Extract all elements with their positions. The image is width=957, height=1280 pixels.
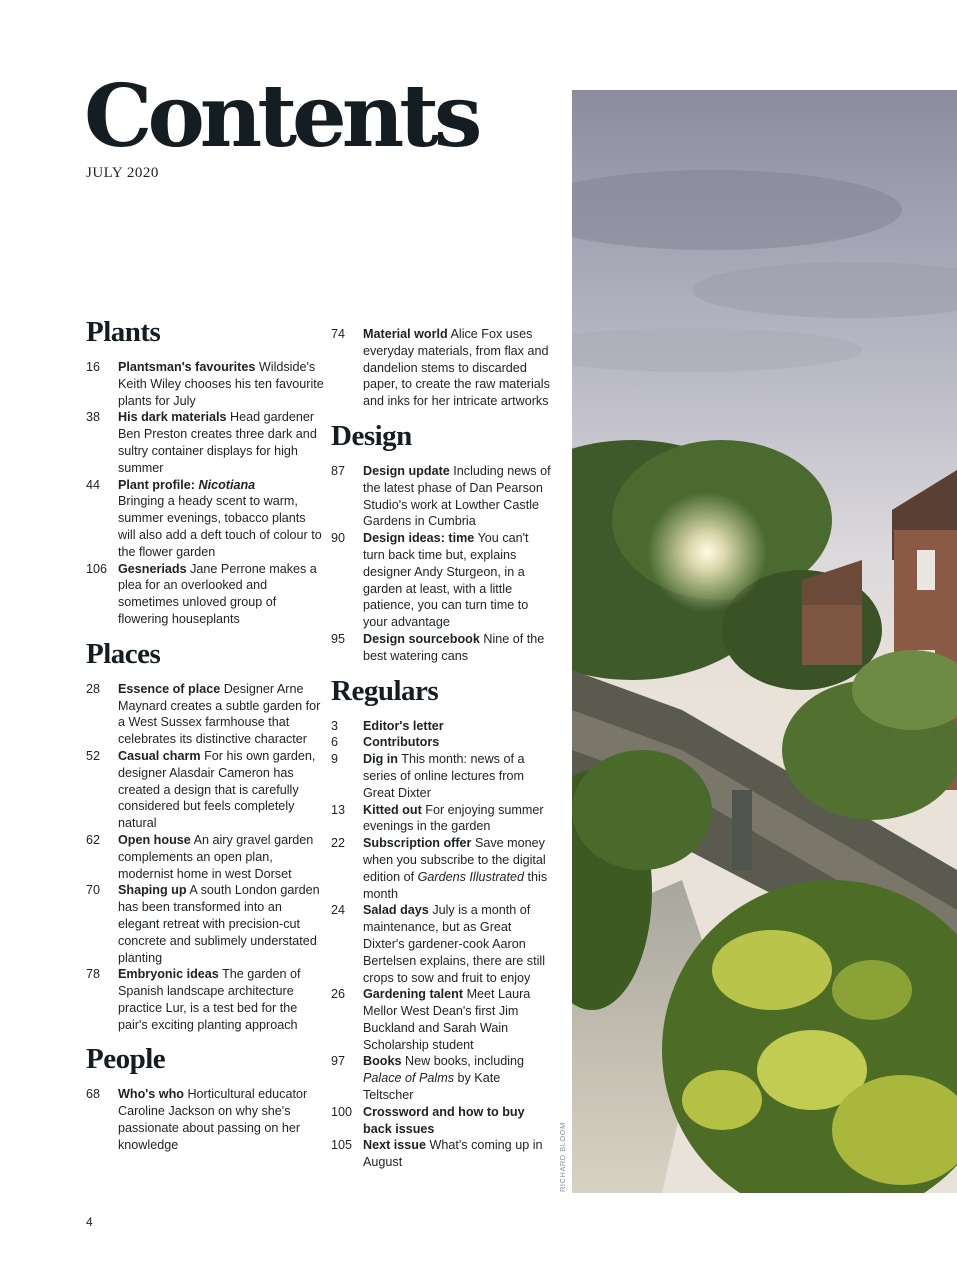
entry-description: Horticultural educator Caroline Jackson on why she's passionate about passing on her knowledge bbox=[118, 1087, 308, 1152]
toc-entry[interactable] bbox=[331, 1053, 551, 1103]
entry-title: Plantsman's favourites bbox=[118, 360, 256, 374]
toc-entry[interactable] bbox=[86, 832, 326, 882]
toc-entry[interactable] bbox=[331, 902, 551, 986]
toc-entry[interactable] bbox=[86, 681, 326, 748]
entry-text bbox=[118, 748, 326, 832]
entry-title-italic: Nicotiana bbox=[198, 477, 256, 492]
section-heading: Regulars bbox=[331, 674, 439, 707]
entry-page-number: 78 bbox=[86, 967, 101, 982]
entry-description: The garden of Spanish landscape architecture practice Lur, is a test bed for the pair's exciting planting approach bbox=[118, 967, 301, 1032]
entry-page-number: 13 bbox=[331, 802, 346, 817]
entry-title: Shaping up bbox=[118, 883, 187, 898]
entry-title: Casual charm bbox=[118, 748, 201, 763]
toc-entry[interactable] bbox=[86, 966, 326, 1033]
section-people bbox=[86, 1045, 326, 1153]
entry-page-number: 24 bbox=[331, 903, 346, 918]
page-number: 4 bbox=[86, 1215, 93, 1229]
section-heading: People bbox=[86, 1043, 166, 1076]
entry-page-number: 68 bbox=[86, 1087, 101, 1102]
left-column bbox=[86, 318, 326, 1166]
entry-page-number: 28 bbox=[86, 681, 101, 696]
entry-text bbox=[118, 832, 326, 882]
entry-description: What's coming up in August bbox=[363, 1138, 543, 1170]
entry-page-number: 97 bbox=[331, 1054, 346, 1069]
entry-description: Alice Fox uses everyday materials, from flax and dandelion stems to discarded paper, to create the raw materials and inks for her intricate artworks bbox=[363, 327, 550, 409]
toc-entry[interactable] bbox=[331, 734, 551, 751]
entry-page-number: 22 bbox=[331, 836, 346, 851]
toc-entry[interactable] bbox=[331, 986, 551, 1053]
entry-title: Subscription offer bbox=[363, 836, 472, 851]
entry-text bbox=[363, 1053, 551, 1103]
entry-text bbox=[363, 986, 551, 1053]
section-regulars bbox=[331, 674, 551, 1172]
toc-entry[interactable] bbox=[86, 1086, 326, 1153]
toc-entry[interactable] bbox=[86, 359, 326, 409]
entry-description: This month: news of a series of online lectures from Great Dixter bbox=[363, 752, 525, 800]
entry-text bbox=[118, 681, 326, 748]
entry-description: Designer Arne Maynard creates a subtle garden for a West Sussex farmhouse that celebrates its distinctive character bbox=[118, 681, 321, 747]
entry-title: Salad days bbox=[363, 903, 429, 918]
entry-title: Design update bbox=[363, 463, 450, 478]
toc-entry[interactable] bbox=[86, 882, 326, 966]
entry-text bbox=[363, 463, 551, 530]
entry-description: For enjoying summer evenings in the garden bbox=[363, 802, 544, 834]
entry-description: New books, including bbox=[405, 1054, 525, 1069]
toc-entry[interactable] bbox=[86, 561, 326, 628]
entry-title: Who's who bbox=[118, 1087, 184, 1102]
entry-description-italic: Gardens Illustrated bbox=[417, 869, 525, 884]
middle-column bbox=[331, 326, 551, 1183]
entry-description: Head gardener Ben Preston creates three dark and sultry container displays for high summer bbox=[118, 410, 317, 475]
entry-title: Contributors bbox=[363, 735, 440, 750]
entry-text bbox=[363, 734, 551, 751]
entry-text bbox=[363, 1104, 551, 1138]
entry-description: July is a month of maintenance, but as Great Dixter's gardener-cook Aaron Bertelsen explains, there are still crops to sow and fruit to enjoy bbox=[363, 903, 546, 985]
entry-description: You can't turn back time but, explains designer Andy Sturgeon, in a garden at least, with a little patience, you can turn time to your advantage bbox=[363, 531, 529, 630]
entry-text bbox=[363, 718, 551, 735]
entry-page-number: 16 bbox=[86, 360, 101, 374]
entry-page-number: 87 bbox=[331, 463, 346, 478]
section-material bbox=[331, 326, 551, 410]
issue-date: JULY 2020 bbox=[86, 165, 159, 181]
entry-description: Nine of the best watering cans bbox=[363, 631, 545, 663]
entry-text bbox=[118, 882, 326, 966]
entry-page-number: 62 bbox=[86, 832, 101, 847]
entry-title: Next issue bbox=[363, 1138, 426, 1153]
entry-description: For his own garden, designer Alasdair Cameron has created a design that is carefully considered but feels completely natural bbox=[118, 748, 316, 831]
entry-text bbox=[118, 409, 326, 476]
entry-page-number: 44 bbox=[86, 477, 101, 492]
entry-text bbox=[363, 326, 551, 410]
entry-text bbox=[118, 477, 326, 561]
entry-description: Save money when you subscribe to the digital edition of bbox=[363, 836, 546, 884]
entry-description: Wildside's Keith Wiley chooses his ten favourite plants for July bbox=[118, 360, 324, 408]
entry-title: Material world bbox=[363, 327, 448, 341]
entry-description: Meet Laura Mellor West Dean's first Jim Buckland and Sarah Wain Scholarship student bbox=[363, 987, 531, 1052]
toc-entry[interactable] bbox=[331, 463, 551, 530]
entry-title: Gardening talent bbox=[363, 987, 464, 1002]
entry-text bbox=[363, 530, 551, 631]
toc-entry[interactable] bbox=[331, 751, 551, 801]
entry-page-number: 74 bbox=[331, 327, 346, 341]
garden-photo bbox=[572, 90, 957, 1193]
entry-title: Design ideas: time bbox=[363, 531, 475, 546]
entry-page-number: 38 bbox=[86, 410, 101, 425]
entry-title: Kitted out bbox=[363, 802, 422, 817]
entry-text bbox=[118, 966, 326, 1033]
entry-title: His dark materials bbox=[118, 410, 227, 425]
entry-title: Essence of place bbox=[118, 681, 221, 696]
entry-title: Gesneriads bbox=[118, 561, 187, 576]
entry-description-tail: by Kate Teltscher bbox=[363, 1071, 501, 1103]
entry-title: Dig in bbox=[363, 752, 398, 767]
entry-page-number: 90 bbox=[331, 531, 346, 546]
toc-entry[interactable] bbox=[86, 477, 326, 561]
section-heading: Plants bbox=[86, 316, 161, 348]
entry-page-number: 70 bbox=[86, 883, 101, 898]
entry-page-number: 3 bbox=[331, 718, 339, 733]
entry-title: Open house bbox=[118, 832, 191, 847]
entry-description-tail: this month bbox=[363, 869, 548, 901]
entry-title: Books bbox=[363, 1054, 402, 1069]
toc-entry[interactable] bbox=[331, 1104, 551, 1138]
entry-description: Jane Perrone makes a plea for an overlooked and sometimes unloved group of flowering houseplants bbox=[118, 561, 317, 626]
toc-entry[interactable] bbox=[86, 748, 326, 832]
section-places bbox=[86, 637, 326, 1034]
entry-title: Crossword and how to buy back issues bbox=[363, 1104, 525, 1136]
entry-page-number: 106 bbox=[86, 561, 108, 576]
entry-page-number: 95 bbox=[331, 631, 346, 646]
section-plants bbox=[86, 318, 326, 628]
entry-text bbox=[118, 359, 326, 409]
section-heading: Places bbox=[86, 637, 161, 670]
entry-page-number: 9 bbox=[331, 752, 339, 767]
entry-text bbox=[363, 631, 551, 665]
entry-text bbox=[363, 835, 551, 902]
entry-description: Bringing a heady scent to warm, summer evenings, tobacco plants will also add a deft touch of colour to the flower garden bbox=[118, 494, 322, 559]
entry-text bbox=[363, 1137, 551, 1171]
entry-title: Design sourcebook bbox=[363, 631, 480, 646]
entry-text bbox=[118, 561, 326, 628]
entry-title: Plant profile: bbox=[118, 477, 195, 492]
photo-credit: RICHARD BLOOM bbox=[558, 1122, 567, 1192]
entry-description: Including news of the latest phase of Dan Pearson Studio's work at Lowther Castle Gardens in Cumbria bbox=[363, 463, 551, 529]
entry-page-number: 6 bbox=[331, 735, 339, 750]
toc-entry[interactable] bbox=[331, 802, 551, 836]
entry-description-italic: Palace of Palms bbox=[363, 1071, 454, 1086]
toc-entry[interactable] bbox=[331, 631, 551, 665]
toc-entry[interactable] bbox=[86, 409, 326, 476]
entry-text bbox=[363, 802, 551, 836]
toc-entry[interactable] bbox=[331, 835, 551, 902]
toc-entry[interactable] bbox=[331, 1137, 551, 1171]
entry-text bbox=[363, 902, 551, 986]
toc-entry[interactable] bbox=[331, 326, 551, 410]
entry-description: A south London garden has been transformed into an elegant retreat with precision-cut concrete and sublimely understated planting bbox=[118, 883, 320, 965]
entry-page-number: 105 bbox=[331, 1138, 353, 1153]
toc-entry[interactable] bbox=[331, 718, 551, 735]
entry-text bbox=[363, 751, 551, 801]
entry-description: An airy gravel garden complements an open plan, modernist home in west Dorset bbox=[118, 832, 314, 881]
entry-title: Embryonic ideas bbox=[118, 967, 219, 982]
entry-page-number: 26 bbox=[331, 987, 346, 1002]
entry-title: Editor's letter bbox=[363, 718, 444, 733]
page-title: Contents bbox=[84, 66, 478, 167]
entry-text bbox=[118, 1086, 326, 1153]
section-design bbox=[331, 419, 551, 665]
section-heading: Design bbox=[331, 419, 412, 452]
toc-entry[interactable] bbox=[331, 530, 551, 631]
entry-page-number: 100 bbox=[331, 1104, 353, 1119]
entry-page-number: 52 bbox=[86, 748, 101, 763]
